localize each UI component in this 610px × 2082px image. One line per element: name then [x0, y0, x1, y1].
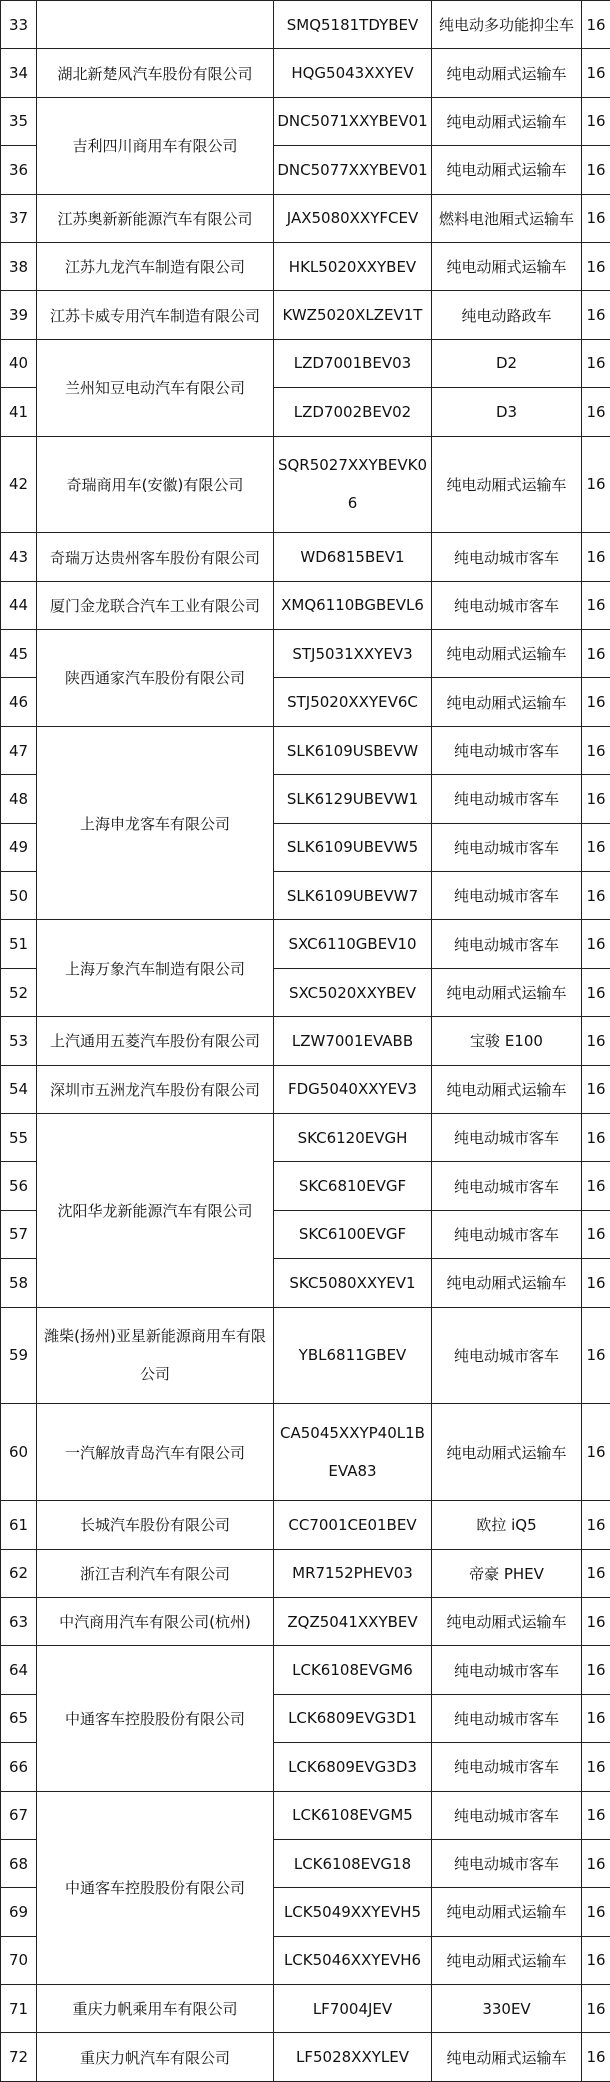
row-number: 64	[1, 1646, 37, 1694]
row-number: 34	[1, 49, 37, 97]
vehicle-type: 纯电动厢式运输车	[432, 1404, 582, 1501]
vehicle-type: 纯电动厢式运输车	[432, 436, 582, 533]
vehicle-model: SKC6100EVGF	[274, 1210, 432, 1258]
row-number: 37	[1, 194, 37, 242]
row-number: 36	[1, 146, 37, 194]
company-name: 沈阳华龙新能源汽车有限公司	[37, 1114, 274, 1308]
batch-number: 16	[582, 242, 610, 290]
row-number: 42	[1, 436, 37, 533]
vehicle-type: 纯电动城市客车	[432, 533, 582, 581]
company-name: 浙江吉利汽车有限公司	[37, 1549, 274, 1597]
row-number: 56	[1, 1162, 37, 1210]
vehicle-model: SKC5080XXYEV1	[274, 1259, 432, 1307]
vehicle-model: LCK6108EVGM6	[274, 1646, 432, 1694]
batch-number: 16	[582, 1839, 610, 1887]
vehicle-model: SXC6110GBEV10	[274, 920, 432, 968]
vehicle-model: LCK6108EVG18	[274, 1839, 432, 1887]
vehicle-model: HQG5043XXYEV	[274, 49, 432, 97]
vehicle-model: ZQZ5041XXYBEV	[274, 1597, 432, 1645]
batch-number: 16	[582, 146, 610, 194]
table-row	[1, 291, 610, 339]
table-row	[1, 1597, 610, 1645]
table-row	[1, 1307, 610, 1404]
vehicle-type: 纯电动城市客车	[432, 1162, 582, 1210]
vehicle-type: 纯电动城市客车	[432, 1646, 582, 1694]
vehicle-model: SLK6109USBEVW	[274, 726, 432, 774]
company-name: 重庆力帆乘用车有限公司	[37, 1985, 274, 2033]
batch-number: 16	[582, 1646, 610, 1694]
table-row	[1, 1114, 610, 1162]
table-row	[1, 339, 610, 387]
vehicle-type: 宝骏 E100	[432, 1017, 582, 1065]
table-row	[1, 1, 610, 49]
vehicle-type: 纯电动厢式运输车	[432, 49, 582, 97]
vehicle-model: CA5045XXYP40L1BEVA83	[274, 1404, 432, 1501]
batch-number: 16	[582, 968, 610, 1016]
vehicle-type: 纯电动城市客车	[432, 1694, 582, 1742]
vehicle-type: 纯电动城市客车	[432, 1791, 582, 1839]
row-number: 58	[1, 1259, 37, 1307]
batch-number: 16	[582, 1791, 610, 1839]
vehicle-model: SLK6129UBEVW1	[274, 775, 432, 823]
row-number: 54	[1, 1065, 37, 1113]
table-row	[1, 1549, 610, 1597]
table-row	[1, 194, 610, 242]
vehicle-model: KWZ5020XLZEV1T	[274, 291, 432, 339]
batch-number: 16	[582, 1597, 610, 1645]
batch-number: 16	[582, 1210, 610, 1258]
company-name: 厦门金龙联合汽车工业有限公司	[37, 581, 274, 629]
vehicle-model: CC7001CE01BEV	[274, 1501, 432, 1549]
table-row	[1, 97, 610, 145]
batch-number: 16	[582, 533, 610, 581]
batch-number: 16	[582, 775, 610, 823]
vehicle-type: 纯电动城市客车	[432, 872, 582, 920]
table-row	[1, 49, 610, 97]
vehicle-type: 纯电动厢式运输车	[432, 630, 582, 678]
vehicle-type: 纯电动城市客车	[432, 775, 582, 823]
vehicle-type: D3	[432, 388, 582, 436]
row-number: 69	[1, 1888, 37, 1936]
table-row	[1, 630, 610, 678]
batch-number: 16	[582, 872, 610, 920]
vehicle-model: LF7004JEV	[274, 1985, 432, 2033]
table-row	[1, 920, 610, 968]
row-number: 40	[1, 339, 37, 387]
vehicle-model: LF5028XXYLEV	[274, 2033, 432, 2081]
batch-number: 16	[582, 2033, 610, 2081]
batch-number: 16	[582, 1888, 610, 1936]
row-number: 51	[1, 920, 37, 968]
vehicle-model: SQR5027XXYBEVK06	[274, 436, 432, 533]
vehicle-model: JAX5080XXYFCEV	[274, 194, 432, 242]
company-name: 深圳市五洲龙汽车股份有限公司	[37, 1065, 274, 1113]
row-number: 38	[1, 242, 37, 290]
table-row	[1, 1065, 610, 1113]
vehicle-type: 帝豪 PHEV	[432, 1549, 582, 1597]
batch-number: 16	[582, 1017, 610, 1065]
batch-number: 16	[582, 1114, 610, 1162]
batch-number: 16	[582, 194, 610, 242]
company-name: 潍柴(扬州)亚星新能源商用车有限公司	[37, 1307, 274, 1404]
table-row	[1, 1646, 610, 1694]
row-number: 43	[1, 533, 37, 581]
vehicle-model: SKC6810EVGF	[274, 1162, 432, 1210]
row-number: 41	[1, 388, 37, 436]
batch-number: 16	[582, 1743, 610, 1791]
vehicle-type: 纯电动厢式运输车	[432, 242, 582, 290]
company-name: 湖北新楚风汽车股份有限公司	[37, 49, 274, 97]
vehicle-model: SKC6120EVGH	[274, 1114, 432, 1162]
vehicle-model: LCK6809EVG3D1	[274, 1694, 432, 1742]
vehicle-model: WD6815BEV1	[274, 533, 432, 581]
vehicle-model: LZD7002BEV02	[274, 388, 432, 436]
company-name: 上海万象汽车制造有限公司	[37, 920, 274, 1017]
vehicle-type: 纯电动路政车	[432, 291, 582, 339]
vehicle-model: STJ5031XXYEV3	[274, 630, 432, 678]
company-name: 中汽商用汽车有限公司(杭州)	[37, 1597, 274, 1645]
row-number: 63	[1, 1597, 37, 1645]
vehicle-model: DNC5071XXYBEV01	[274, 97, 432, 145]
batch-number: 16	[582, 1, 610, 49]
batch-number: 16	[582, 1694, 610, 1742]
table-row	[1, 2033, 610, 2081]
row-number: 65	[1, 1694, 37, 1742]
table-row	[1, 1791, 610, 1839]
vehicle-type: 纯电动厢式运输车	[432, 1936, 582, 1984]
company-name	[37, 1, 274, 49]
vehicle-model: SLK6109UBEVW5	[274, 823, 432, 871]
batch-number: 16	[582, 1404, 610, 1501]
row-number: 67	[1, 1791, 37, 1839]
vehicle-type: 纯电动城市客车	[432, 726, 582, 774]
row-number: 61	[1, 1501, 37, 1549]
vehicle-model: XMQ6110BGBEVL6	[274, 581, 432, 629]
company-name: 一汽解放青岛汽车有限公司	[37, 1404, 274, 1501]
company-name: 长城汽车股份有限公司	[37, 1501, 274, 1549]
row-number: 35	[1, 97, 37, 145]
batch-number: 16	[582, 678, 610, 726]
row-number: 46	[1, 678, 37, 726]
row-number: 57	[1, 1210, 37, 1258]
vehicle-model: LCK5046XXYEVH6	[274, 1936, 432, 1984]
row-number: 62	[1, 1549, 37, 1597]
vehicle-model: LZW7001EVABB	[274, 1017, 432, 1065]
vehicle-model: FDG5040XXYEV3	[274, 1065, 432, 1113]
vehicle-type: 纯电动城市客车	[432, 1114, 582, 1162]
company-name: 中通客车控股股份有限公司	[37, 1791, 274, 1985]
batch-number: 16	[582, 1259, 610, 1307]
vehicle-type: 纯电动厢式运输车	[432, 1259, 582, 1307]
vehicle-type: 纯电动厢式运输车	[432, 968, 582, 1016]
row-number: 47	[1, 726, 37, 774]
company-name: 兰州知豆电动汽车有限公司	[37, 339, 274, 436]
vehicle-type: 纯电动城市客车	[432, 920, 582, 968]
row-number: 68	[1, 1839, 37, 1887]
vehicle-type: 纯电动多功能抑尘车	[432, 1, 582, 49]
vehicle-type: 纯电动城市客车	[432, 823, 582, 871]
row-number: 39	[1, 291, 37, 339]
company-name: 中通客车控股股份有限公司	[37, 1646, 274, 1791]
vehicle-model: MR7152PHEV03	[274, 1549, 432, 1597]
vehicle-type: D2	[432, 339, 582, 387]
batch-number: 16	[582, 726, 610, 774]
batch-number: 16	[582, 1936, 610, 1984]
company-name: 上汽通用五菱汽车股份有限公司	[37, 1017, 274, 1065]
company-name: 吉利四川商用车有限公司	[37, 97, 274, 194]
vehicle-model: YBL6811GBEV	[274, 1307, 432, 1404]
batch-number: 16	[582, 1549, 610, 1597]
table-row	[1, 242, 610, 290]
batch-number: 16	[582, 920, 610, 968]
table-row	[1, 1985, 610, 2033]
table-row	[1, 1404, 610, 1501]
row-number: 59	[1, 1307, 37, 1404]
table-row	[1, 581, 610, 629]
vehicle-type: 纯电动厢式运输车	[432, 97, 582, 145]
vehicle-model: LCK5049XXYEVH5	[274, 1888, 432, 1936]
vehicle-model: SMQ5181TDYBEV	[274, 1, 432, 49]
vehicle-model: DNC5077XXYBEV01	[274, 146, 432, 194]
batch-number: 16	[582, 291, 610, 339]
row-number: 66	[1, 1743, 37, 1791]
vehicle-type: 纯电动厢式运输车	[432, 1065, 582, 1113]
vehicle-model: LCK6108EVGM5	[274, 1791, 432, 1839]
row-number: 53	[1, 1017, 37, 1065]
row-number: 48	[1, 775, 37, 823]
vehicle-type: 纯电动厢式运输车	[432, 1888, 582, 1936]
table-row	[1, 436, 610, 533]
row-number: 70	[1, 1936, 37, 1984]
batch-number: 16	[582, 1985, 610, 2033]
company-name: 奇瑞商用车(安徽)有限公司	[37, 436, 274, 533]
batch-number: 16	[582, 436, 610, 533]
vehicle-type: 纯电动城市客车	[432, 1210, 582, 1258]
vehicle-type: 纯电动厢式运输车	[432, 2033, 582, 2081]
vehicle-type: 纯电动城市客车	[432, 1743, 582, 1791]
row-number: 72	[1, 2033, 37, 2081]
batch-number: 16	[582, 339, 610, 387]
table-row	[1, 1501, 610, 1549]
row-number: 33	[1, 1, 37, 49]
vehicle-type: 纯电动厢式运输车	[432, 678, 582, 726]
table-row	[1, 533, 610, 581]
company-name: 上海申龙客车有限公司	[37, 726, 274, 920]
row-number: 50	[1, 872, 37, 920]
batch-number: 16	[582, 1065, 610, 1113]
vehicle-model: SLK6109UBEVW7	[274, 872, 432, 920]
row-number: 44	[1, 581, 37, 629]
vehicle-type: 纯电动厢式运输车	[432, 1597, 582, 1645]
table-row	[1, 726, 610, 774]
company-name: 江苏奥新新能源汽车有限公司	[37, 194, 274, 242]
vehicle-type: 欧拉 iQ5	[432, 1501, 582, 1549]
vehicle-model: LZD7001BEV03	[274, 339, 432, 387]
row-number: 52	[1, 968, 37, 1016]
company-name: 江苏九龙汽车制造有限公司	[37, 242, 274, 290]
vehicle-model: SXC5020XXYBEV	[274, 968, 432, 1016]
batch-number: 16	[582, 49, 610, 97]
vehicle-model: STJ5020XXYEV6C	[274, 678, 432, 726]
vehicle-type: 纯电动城市客车	[432, 1839, 582, 1887]
batch-number: 16	[582, 1501, 610, 1549]
batch-number: 16	[582, 630, 610, 678]
company-name: 陕西通家汽车股份有限公司	[37, 630, 274, 727]
vehicle-model: LCK6809EVG3D3	[274, 1743, 432, 1791]
vehicle-type: 纯电动城市客车	[432, 581, 582, 629]
row-number: 71	[1, 1985, 37, 2033]
batch-number: 16	[582, 388, 610, 436]
vehicle-type: 纯电动城市客车	[432, 1307, 582, 1404]
vehicle-type: 燃料电池厢式运输车	[432, 194, 582, 242]
batch-number: 16	[582, 1307, 610, 1404]
batch-number: 16	[582, 823, 610, 871]
company-name: 奇瑞万达贵州客车股份有限公司	[37, 533, 274, 581]
row-number: 49	[1, 823, 37, 871]
row-number: 60	[1, 1404, 37, 1501]
row-number: 55	[1, 1114, 37, 1162]
row-number: 45	[1, 630, 37, 678]
batch-number: 16	[582, 581, 610, 629]
company-name: 江苏卡威专用汽车制造有限公司	[37, 291, 274, 339]
company-name: 重庆力帆汽车有限公司	[37, 2033, 274, 2081]
vehicle-type: 330EV	[432, 1985, 582, 2033]
table-row	[1, 1017, 610, 1065]
vehicle-model: HKL5020XXYBEV	[274, 242, 432, 290]
batch-number: 16	[582, 1162, 610, 1210]
batch-number: 16	[582, 97, 610, 145]
vehicle-type: 纯电动厢式运输车	[432, 146, 582, 194]
